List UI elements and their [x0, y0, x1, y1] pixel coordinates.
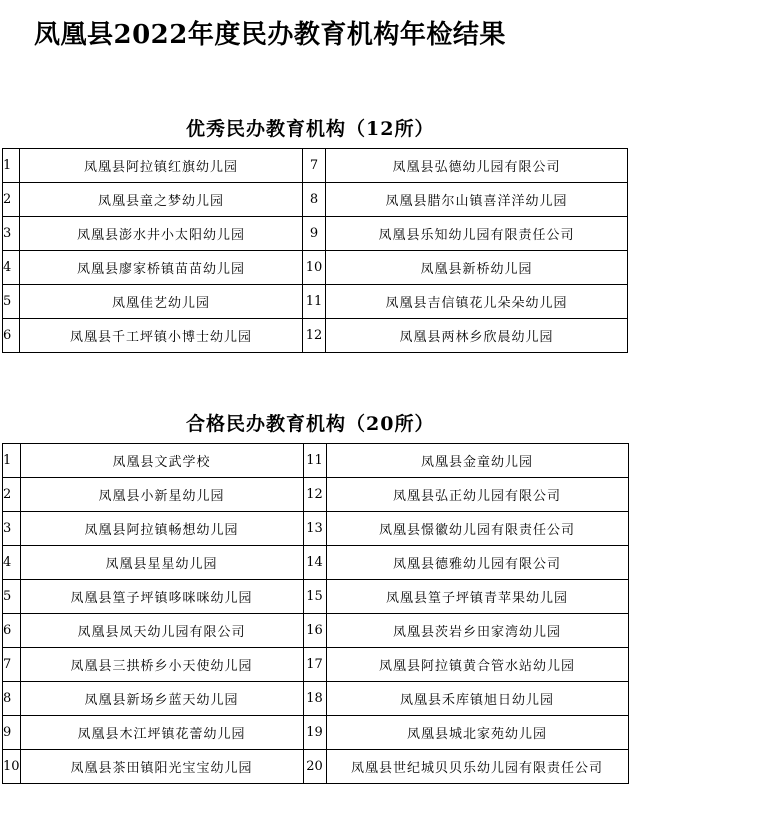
institution-name-right: 凤凰县阿拉镇黄合管水站幼儿园: [326, 648, 628, 682]
table-body: [3, 444, 629, 784]
row-number-right: 14: [303, 546, 326, 580]
row-number-right: 18: [303, 682, 326, 716]
institution-name-right: 凤凰县城北家苑幼儿园: [326, 716, 628, 750]
table-row: [3, 319, 628, 353]
row-number-left: 2: [3, 183, 20, 217]
row-number-right: 16: [303, 614, 326, 648]
section-heading-excellent: 优秀民办教育机构（12所）: [186, 118, 435, 140]
row-number-left: 6: [3, 614, 21, 648]
table-row: [3, 648, 629, 682]
institution-name-left: 凤凰县篁子坪镇哆咪咪幼儿园: [20, 580, 303, 614]
institution-name-left: 凤凰县千工坪镇小博士幼儿园: [20, 319, 303, 353]
row-number-right: 7: [303, 149, 326, 183]
institution-name-right: 凤凰县世纪城贝贝乐幼儿园有限责任公司: [326, 750, 628, 784]
row-number-right: 13: [303, 512, 326, 546]
table-row: [3, 285, 628, 319]
institution-name-left: 凤凰佳艺幼儿园: [20, 285, 303, 319]
excellent-institutions-table: [2, 148, 628, 353]
institution-name-left: 凤凰县三拱桥乡小天使幼儿园: [20, 648, 303, 682]
table-row: [3, 251, 628, 285]
table-body: [3, 149, 628, 353]
qualified-institutions-table: [2, 443, 629, 784]
row-number-right: 15: [303, 580, 326, 614]
row-number-right: 17: [303, 648, 326, 682]
table-row: [3, 149, 628, 183]
institution-name-right: 凤凰县乐知幼儿园有限责任公司: [326, 217, 628, 251]
row-number-right: 9: [303, 217, 326, 251]
institution-name-right: 凤凰县腊尔山镇喜洋洋幼儿园: [326, 183, 628, 217]
table-row: [3, 546, 629, 580]
row-number-right: 11: [303, 444, 326, 478]
institution-name-left: 凤凰县凤天幼儿园有限公司: [20, 614, 303, 648]
table-row: [3, 183, 628, 217]
institution-name-left: 凤凰县星星幼儿园: [20, 546, 303, 580]
row-number-left: 8: [3, 682, 21, 716]
row-number-left: 4: [3, 251, 20, 285]
section-heading-qualified: 合格民办教育机构（20所）: [186, 413, 435, 435]
institution-name-right: 凤凰县德雅幼儿园有限公司: [326, 546, 628, 580]
institution-name-left: 凤凰县澎水井小太阳幼儿园: [20, 217, 303, 251]
row-number-left: 2: [3, 478, 21, 512]
institution-name-left: 凤凰县廖家桥镇苗苗幼儿园: [20, 251, 303, 285]
institution-name-left: 凤凰县阿拉镇红旗幼儿园: [20, 149, 303, 183]
institution-name-right: 凤凰县新桥幼儿园: [326, 251, 628, 285]
row-number-right: 20: [303, 750, 326, 784]
row-number-left: 10: [3, 750, 21, 784]
institution-name-left: 凤凰县木江坪镇花蕾幼儿园: [20, 716, 303, 750]
table-row: [3, 750, 629, 784]
institution-name-left: 凤凰县茶田镇阳光宝宝幼儿园: [20, 750, 303, 784]
institution-name-left: 凤凰县阿拉镇畅想幼儿园: [20, 512, 303, 546]
table-row: [3, 682, 629, 716]
table-row: [3, 444, 629, 478]
row-number-right: 11: [303, 285, 326, 319]
table-row: [3, 478, 629, 512]
row-number-right: 19: [303, 716, 326, 750]
row-number-left: 5: [3, 580, 21, 614]
institution-name-left: 凤凰县新场乡蓝天幼儿园: [20, 682, 303, 716]
table-row: [3, 217, 628, 251]
institution-name-right: 凤凰县吉信镇花儿朵朵幼儿园: [326, 285, 628, 319]
institution-name-right: 凤凰县茨岩乡田家湾幼儿园: [326, 614, 628, 648]
row-number-right: 10: [303, 251, 326, 285]
row-number-left: 1: [3, 444, 21, 478]
table-row: [3, 716, 629, 750]
institution-name-right: 凤凰县篁子坪镇青苹果幼儿园: [326, 580, 628, 614]
row-number-right: 12: [303, 478, 326, 512]
institution-name-right: 凤凰县禾库镇旭日幼儿园: [326, 682, 628, 716]
table-row: [3, 580, 629, 614]
row-number-left: 7: [3, 648, 21, 682]
row-number-left: 9: [3, 716, 21, 750]
institution-name-left: 凤凰县童之梦幼儿园: [20, 183, 303, 217]
row-number-right: 8: [303, 183, 326, 217]
row-number-right: 12: [303, 319, 326, 353]
row-number-left: 3: [3, 217, 20, 251]
table-row: [3, 614, 629, 648]
row-number-left: 5: [3, 285, 20, 319]
row-number-left: 4: [3, 546, 21, 580]
document-title: 凤凰县2022年度民办教育机构年检结果: [34, 20, 506, 50]
row-number-left: 3: [3, 512, 21, 546]
row-number-left: 6: [3, 319, 20, 353]
institution-name-right: 凤凰县弘正幼儿园有限公司: [326, 478, 628, 512]
institution-name-left: 凤凰县文武学校: [20, 444, 303, 478]
table-row: [3, 512, 629, 546]
institution-name-right: 凤凰县弘德幼儿园有限公司: [326, 149, 628, 183]
institution-name-right: 凤凰县两林乡欣晨幼儿园: [326, 319, 628, 353]
institution-name-right: 凤凰县金童幼儿园: [326, 444, 628, 478]
row-number-left: 1: [3, 149, 20, 183]
institution-name-right: 凤凰县憬徽幼儿园有限责任公司: [326, 512, 628, 546]
institution-name-left: 凤凰县小新星幼儿园: [20, 478, 303, 512]
